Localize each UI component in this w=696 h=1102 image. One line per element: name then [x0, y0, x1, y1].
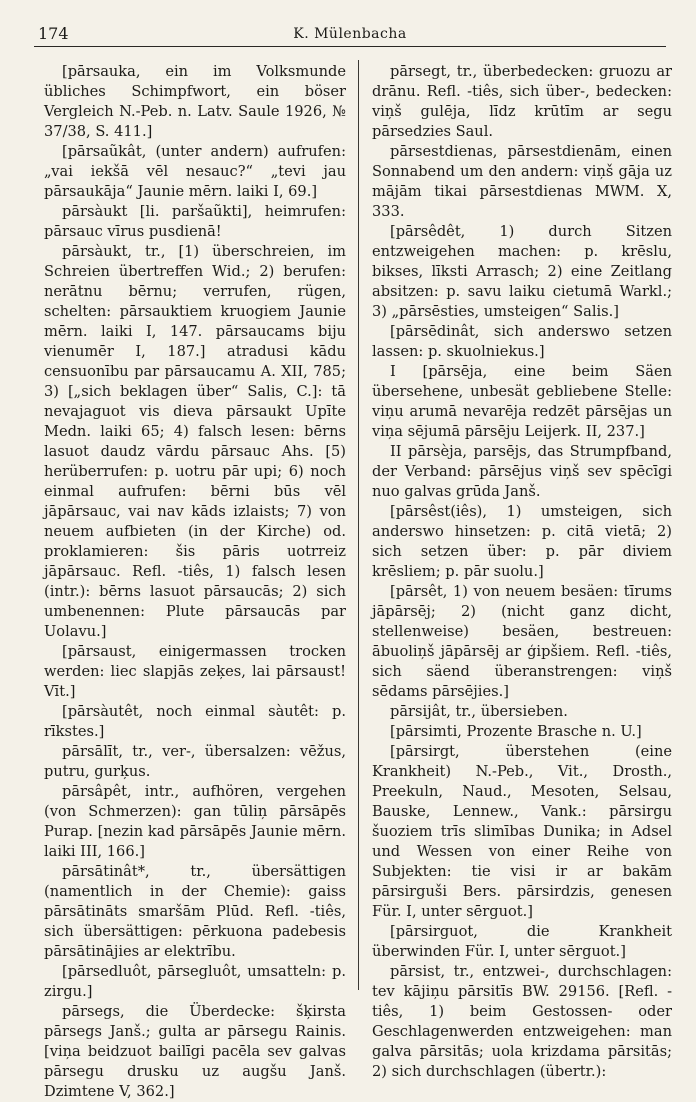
entry-parsijat: pārsijât, tr., übersieben.: [390, 703, 568, 720]
entry-parseja-1: I [pārsēja, eine beim Säen übersehene, unbesät gebliebene Stelle: viņu arumā nevarēja redzēt pārsējas un viņa sējumā pārsēju Leijerk. II, 237.]: [372, 363, 672, 440]
entry-parsapet: pārsâpêt, intr., aufhören, vergehen (von Schmerzen): gan tūliņ pārsāpēs Purap. [nezin kad pārsāpēs Jaunie mērn. laiki III, 166.]: [44, 783, 346, 860]
right-column: [372, 62, 672, 1080]
entry-parsaukt-1: pārsàukt [li. paršaũkti], heimrufen: pārsauc vīrus pusdienā!: [44, 203, 346, 240]
entry-parsalit: pārsālīt, tr., ver-, übersalzen: vēžus, putru, gurķus.: [44, 743, 346, 780]
entry-parsirguot: [pārsirguot, die Krankheit überwinden Für. I, unter sērguot.]: [372, 923, 672, 960]
entry-parsedinat: [pārsēdinât, sich anderswo setzen lassen: p. skuolniekus.]: [372, 323, 672, 360]
entry-parsautet: [pārsàutêt, noch einmal sàutêt: p. rīkstes.]: [44, 703, 346, 740]
entry-parsaukat: [pārsaũkât, (unter andern) aufrufen: „vai iekšā vēl nesauc?“ „tevi jau pārsaukāja“ Jaunie mērn. laiki I, 69.]: [44, 143, 346, 200]
entry-parsist: pārsist, tr., entzwei-, durchschlagen: tev kājiņu pārsitīs BW. 29156. [Refl. -tiês, 1) beim Gestossen- oder Geschlagenwerden entzweigehen: man galva pārsitās; uola krizdama pārsitās; 2) sich durchschlagen (übertr.):: [372, 963, 672, 1080]
entry-parsest: [pārsêst(iês), 1) umsteigen, sich anderswo hinsetzen: p. citā vietā; 2) sich setzen über: p. pār diviem krēsliem; p. pār suolu.]: [372, 503, 672, 580]
entry-parsaukt-2: pārsàukt, tr., [1) überschreien, im Schreien übertreffen Wid.; 2) berufen: nerātnu bērnu; verrufen, rügen, schelten: pārsauktiem kruogiem Jaunie mērn. laiki I, 147. pārsaucams biju vienumēr I, 187.] atradusi kādu censuonību par pārsaucamu A. XII, 785; 3) [„sich beklagen über“ Salis, C.]: tā nevajaguot vis dieva pārsaukt Upīte Medn. laiki 65; 4) falsch lesen: bērns lasuot daudz vārdu pārsauc Ahs. [5) herüberrufen: p. uotru pār upi; 6) noch einmal aufrufen: bērni būs vēl jāpārsauc, vai nav kāds izlaists; 7) von neuem aufbieten (in der Kirche) od. proklamieren: šis pāris uotrreiz jāpārsauc. Refl. -tiês, 1) falsch lesen (intr.): bērns lasuot pārsaucās; 2) sich umbenennen: Plute pārsaucās par Uolavu.]: [44, 243, 346, 640]
entry-parsimti: [pārsimti, Prozente Brasche n. U.]: [390, 723, 642, 740]
entry-parsedluot: [pārsedluôt, pārsegluôt, umsatteln: p. zirgu.]: [44, 963, 346, 1000]
entry-parset: [pārsêt, 1) von neuem besäen: tīrums jāpārsēj; 2) (nicht ganz dicht, stellenweise) besäen, bestreuen: ābuoliņš jāpārsēj ar ģipšiem. Refl. -tiês, sich säend überanstrengen: viņš sēdams pārsējies.]: [372, 583, 672, 700]
entry-parsirgt: [pārsirgt, überstehen (eine Krankheit) N.-Peb., Vit., Drosth., Preekuln, Naud., Mesoten, Selsau, Bauske, Lennew., Vank.: pārsirgu šuoziem trīs slimības Dunika; in Adsel und Wessen von einer Reihe von Subjekten: tie visi ir ar bakām pārsirguši Bers. pārsirdzis, genesen Für. I, unter sērguot.]: [372, 743, 672, 920]
entry-parsatinat: pārsātinât*, tr., übersättigen (namentlich in der Chemie): gaiss pārsātināts smaršām Plūd. Refl. -tiês, sich übersättigen: pērkuona padebesis pārsātinājies ar elektrību.: [44, 863, 346, 960]
page-number: 174: [38, 24, 69, 43]
running-head: K. Mülenbacha: [293, 26, 407, 42]
entry-parsestdienas: pārsestdienas, pārsestdienām, einen Sonnabend um den andern: viņš gāja uz mājām tikai pārsestdienas MWM. X, 333.: [372, 143, 672, 220]
entry-parsaust: [pārsaust, einigermassen trocken werden: liec slapjās zeķes, lai pārsaust! Vīt.]: [44, 643, 346, 700]
page-header: [34, 22, 666, 47]
left-column: [44, 62, 346, 1100]
entry-parsegs: pārsegs, die Überdecke: šķirsta pārsegs Janš.; gulta ar pārsegu Rainis. [viņa beidzuot bailīgi pacēla sev galvas pārsegu drusku uz augšu Janš. Dzimtene V, 362.]: [44, 1003, 346, 1100]
entry-parsauka: [pārsauka, ein im Volksmunde übliches Schimpfwort, ein böser Vergleich N.-Peb. n. Latv. Saule 1926, № 37/38, S. 411.]: [44, 63, 346, 140]
entry-parsegt: pārsegt, tr., überbedecken: gruozu ar drānu. Refl. -tiês, sich über-, bedecken: viņš gulēja, līdz krūtīm ar segu pārsedzies Saul.: [372, 63, 672, 140]
entry-parseja-2: II pārsèja, parsējs, das Strumpfband, der Verband: pārsējus viņš sev spēcīgi nuo galvas grūda Janš.: [372, 443, 672, 500]
column-divider: [358, 60, 359, 990]
entry-parsedet: [pārsêdêt, 1) durch Sitzen entzweigehen machen: p. krēslu, bikses, līksti Arrasch; 2) eine Zeitlang absitzen: p. savu laiku cietumā Warkl.; 3) „pārsēsties, umsteigen“ Salis.]: [372, 223, 672, 320]
